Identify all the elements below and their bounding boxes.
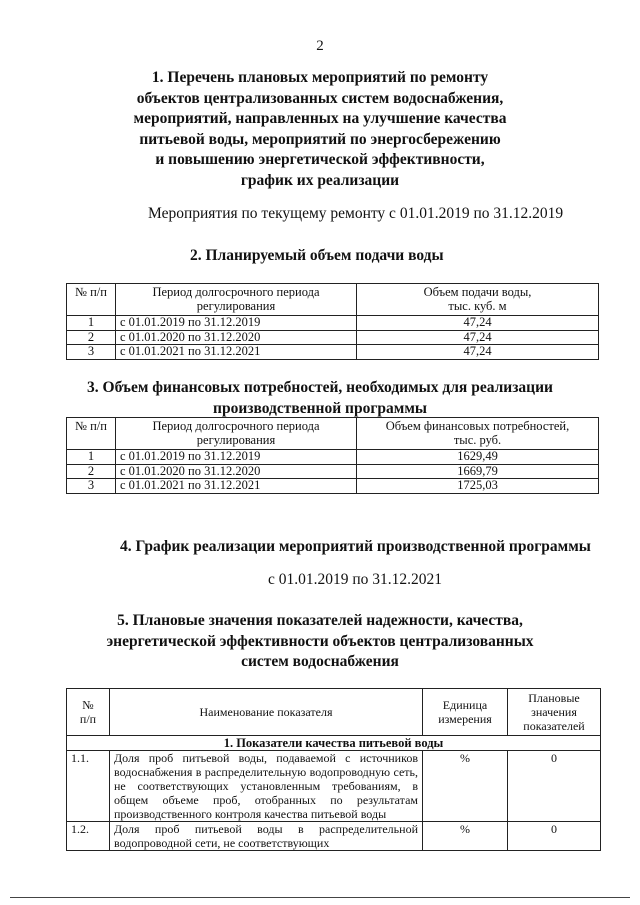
- row-indicator-name: Доля проб питьевой воды, подаваемой с источников водоснабжения в распределительную водопроводную сеть, не соответствующих установленным требованиям, в общем объеме проб, отобранных по результатам производственного контроля качества питьевой воды: [110, 751, 423, 822]
- row-volume: 47,24: [357, 316, 599, 331]
- section1-note: Мероприятия по текущему ремонту с 01.01.2019 по 31.12.2019: [148, 205, 564, 222]
- page-bottom-edge: [10, 897, 630, 898]
- row-number: 1.1.: [67, 751, 110, 822]
- row-number: 1.2.: [67, 822, 110, 851]
- financial-needs-table: [66, 417, 599, 494]
- table-row: [67, 822, 601, 851]
- row-period: с 01.01.2019 по 31.12.2019: [116, 450, 357, 465]
- header-volume-line: Объем подачи воды,: [423, 285, 532, 299]
- header-volume-line: тыс. куб. м: [448, 298, 507, 313]
- row-period: с 01.01.2021 по 31.12.2021: [116, 345, 357, 360]
- group-row: [67, 736, 601, 751]
- row-volume: 47,24: [357, 345, 599, 360]
- table-row: [67, 316, 599, 331]
- header-unit-line: Единица: [442, 698, 488, 712]
- table-row: [67, 345, 599, 360]
- header-volume: [357, 284, 599, 316]
- section1-title-line: график их реализации: [240, 171, 400, 189]
- row-number: 1: [67, 450, 116, 465]
- header-financial-line: Объем финансовых потребностей,: [385, 419, 570, 433]
- section5-title-line: 5. Плановые значения показателей надежности, качества,: [117, 612, 523, 629]
- header-period: [116, 418, 357, 450]
- row-period: с 01.01.2021 по 31.12.2021: [116, 479, 357, 494]
- row-number: 3: [67, 345, 116, 360]
- row-period: с 01.01.2020 по 31.12.2020: [116, 464, 357, 479]
- table-header-row: [67, 284, 599, 316]
- row-number: 3: [67, 479, 116, 494]
- header-unit-line: измерения: [438, 712, 492, 726]
- section3-title: [0, 378, 640, 419]
- header-plan-values: [508, 689, 601, 736]
- supply-volume-table: [66, 283, 599, 360]
- section3-title-line: 3. Объем финансовых потребностей, необходимых для реализации: [87, 379, 553, 396]
- row-amount: 1725,03: [357, 479, 599, 494]
- header-period: [116, 284, 357, 316]
- header-number: [67, 689, 110, 736]
- row-period: с 01.01.2019 по 31.12.2019: [116, 316, 357, 331]
- section1-title-line: мероприятий, направленных на улучшение качества: [133, 110, 507, 127]
- header-plan-line: показателей: [523, 719, 585, 733]
- header-unit: [423, 689, 508, 736]
- header-number-line: №: [82, 698, 94, 712]
- row-amount: 1669,79: [357, 464, 599, 479]
- row-value: 0: [508, 751, 601, 822]
- header-number-label: № п/п: [75, 285, 107, 299]
- header-financial: [357, 418, 599, 450]
- section1-title: [0, 68, 640, 191]
- header-period-line: Период долгосрочного периода: [152, 285, 320, 299]
- header-indicator-name: Наименование показателя: [110, 689, 423, 736]
- section1-title-line: 1. Перечень плановых мероприятий по ремонту: [151, 69, 489, 86]
- section4-title: 4. График реализации мероприятий производственной программы: [120, 538, 591, 555]
- row-amount: 1629,49: [357, 450, 599, 465]
- indicators-table: [66, 688, 601, 851]
- page-number: 2: [316, 38, 324, 54]
- row-number: 1: [67, 316, 116, 331]
- header-period-line: регулирования: [196, 432, 276, 447]
- header-financial-line: тыс. руб.: [453, 432, 502, 447]
- table-row: [67, 479, 599, 494]
- row-volume: 47,24: [357, 330, 599, 345]
- header-plan-line: Плановые: [528, 691, 580, 705]
- header-number: [67, 284, 116, 316]
- section5-title: [0, 611, 640, 673]
- row-period: с 01.01.2020 по 31.12.2020: [116, 330, 357, 345]
- row-unit: %: [423, 751, 508, 822]
- header-period-line: Период долгосрочного периода: [152, 419, 320, 433]
- table-header-row: [67, 689, 601, 736]
- table-header-row: [67, 418, 599, 450]
- table-row: [67, 464, 599, 479]
- table-row: [67, 330, 599, 345]
- section1-title-line: питьевой воды, мероприятий по энергосбережению: [139, 130, 501, 148]
- section1-title-line: и повышению энергетической эффективности,: [155, 151, 485, 168]
- section3-title-line: производственной программы: [213, 399, 427, 417]
- section1-title-line: объектов централизованных систем водоснабжения,: [136, 89, 504, 107]
- header-plan-line: значения: [531, 705, 577, 719]
- row-number: 2: [67, 330, 116, 345]
- row-indicator-name: Доля проб питьевой воды в распределительной водопроводной сети, не соответствующих: [110, 822, 423, 851]
- header-number-line: п/п: [79, 712, 97, 726]
- row-unit: %: [423, 822, 508, 851]
- table-row: [67, 450, 599, 465]
- group-title: 1. Показатели качества питьевой воды: [67, 736, 601, 751]
- header-number: [67, 418, 116, 450]
- section5-title-line: систем водоснабжения: [241, 653, 399, 670]
- header-number-label: № п/п: [75, 419, 107, 433]
- row-value: 0: [508, 822, 601, 851]
- section4-period: с 01.01.2019 по 31.12.2021: [268, 571, 443, 588]
- section5-title-line: энергетической эффективности объектов централизованных: [106, 632, 534, 650]
- table-row: [67, 751, 601, 822]
- header-period-line: регулирования: [196, 298, 276, 313]
- section2-title: 2. Планируемый объем подачи воды: [190, 247, 444, 264]
- row-number: 2: [67, 464, 116, 479]
